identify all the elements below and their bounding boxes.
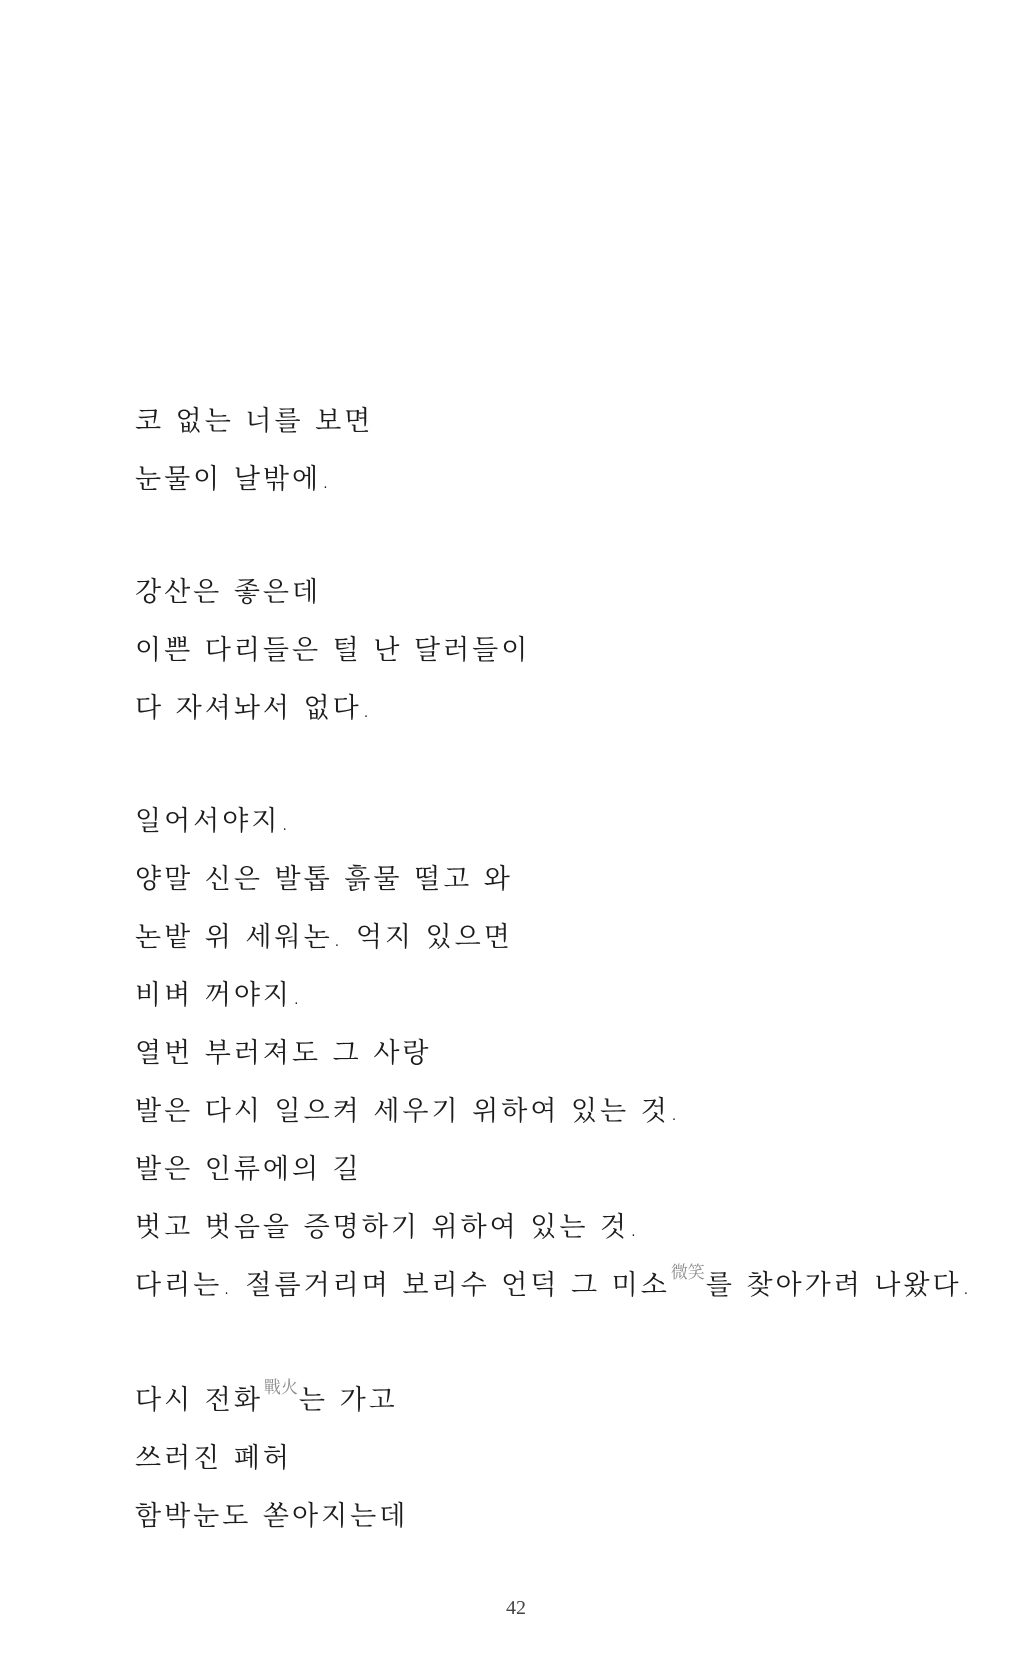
poem-line: 벗고 벗음을 증명하기 위하여 있는 것. [135, 1212, 641, 1243]
poem-line: 함박눈도 쏟아지는데 [135, 1501, 409, 1532]
poem-line: 비벼 꺼야지. [135, 980, 304, 1011]
poem-line: 눈물이 날밖에. [135, 464, 333, 495]
poem-line: 양말 신은 발톱 흙물 떨고 와 [135, 864, 513, 895]
poem-line [135, 1263, 974, 1307]
poem-line: 다 자셔놔서 없다. [135, 693, 374, 724]
poem-line: 이쁜 다리들은 털 난 달러들이 [135, 635, 531, 666]
hanja-annotation: 微笑 [670, 1263, 705, 1283]
page-number: 42 [506, 1597, 526, 1619]
poem-line [135, 1378, 398, 1422]
poem-text: 는 가고 [298, 1385, 398, 1416]
poem-text: 다시 전화 [135, 1385, 263, 1416]
hanja-annotation: 戰火 [263, 1378, 298, 1398]
poem-line: 열번 부러져도 그 사랑 [135, 1038, 432, 1069]
poem-line: 쓰러진 폐허 [135, 1443, 292, 1474]
poem-line: 강산은 좋은데 [135, 577, 322, 608]
poem-text: 다리는. 절름거리며 보리수 언덕 그 미소 [135, 1270, 670, 1301]
poem-line: 논밭 위 세워논. 억지 있으면 [135, 922, 513, 953]
poem-line: 코 없는 너를 보면 [135, 406, 374, 437]
poem-line: 발은 다시 일으켜 세우기 위하여 있는 것. [135, 1096, 682, 1127]
poem-line: 발은 인류에의 길 [135, 1154, 362, 1185]
poem-text: 를 찾아가려 나왔다. [705, 1270, 974, 1301]
poem-line: 일어서야지. [135, 806, 292, 837]
